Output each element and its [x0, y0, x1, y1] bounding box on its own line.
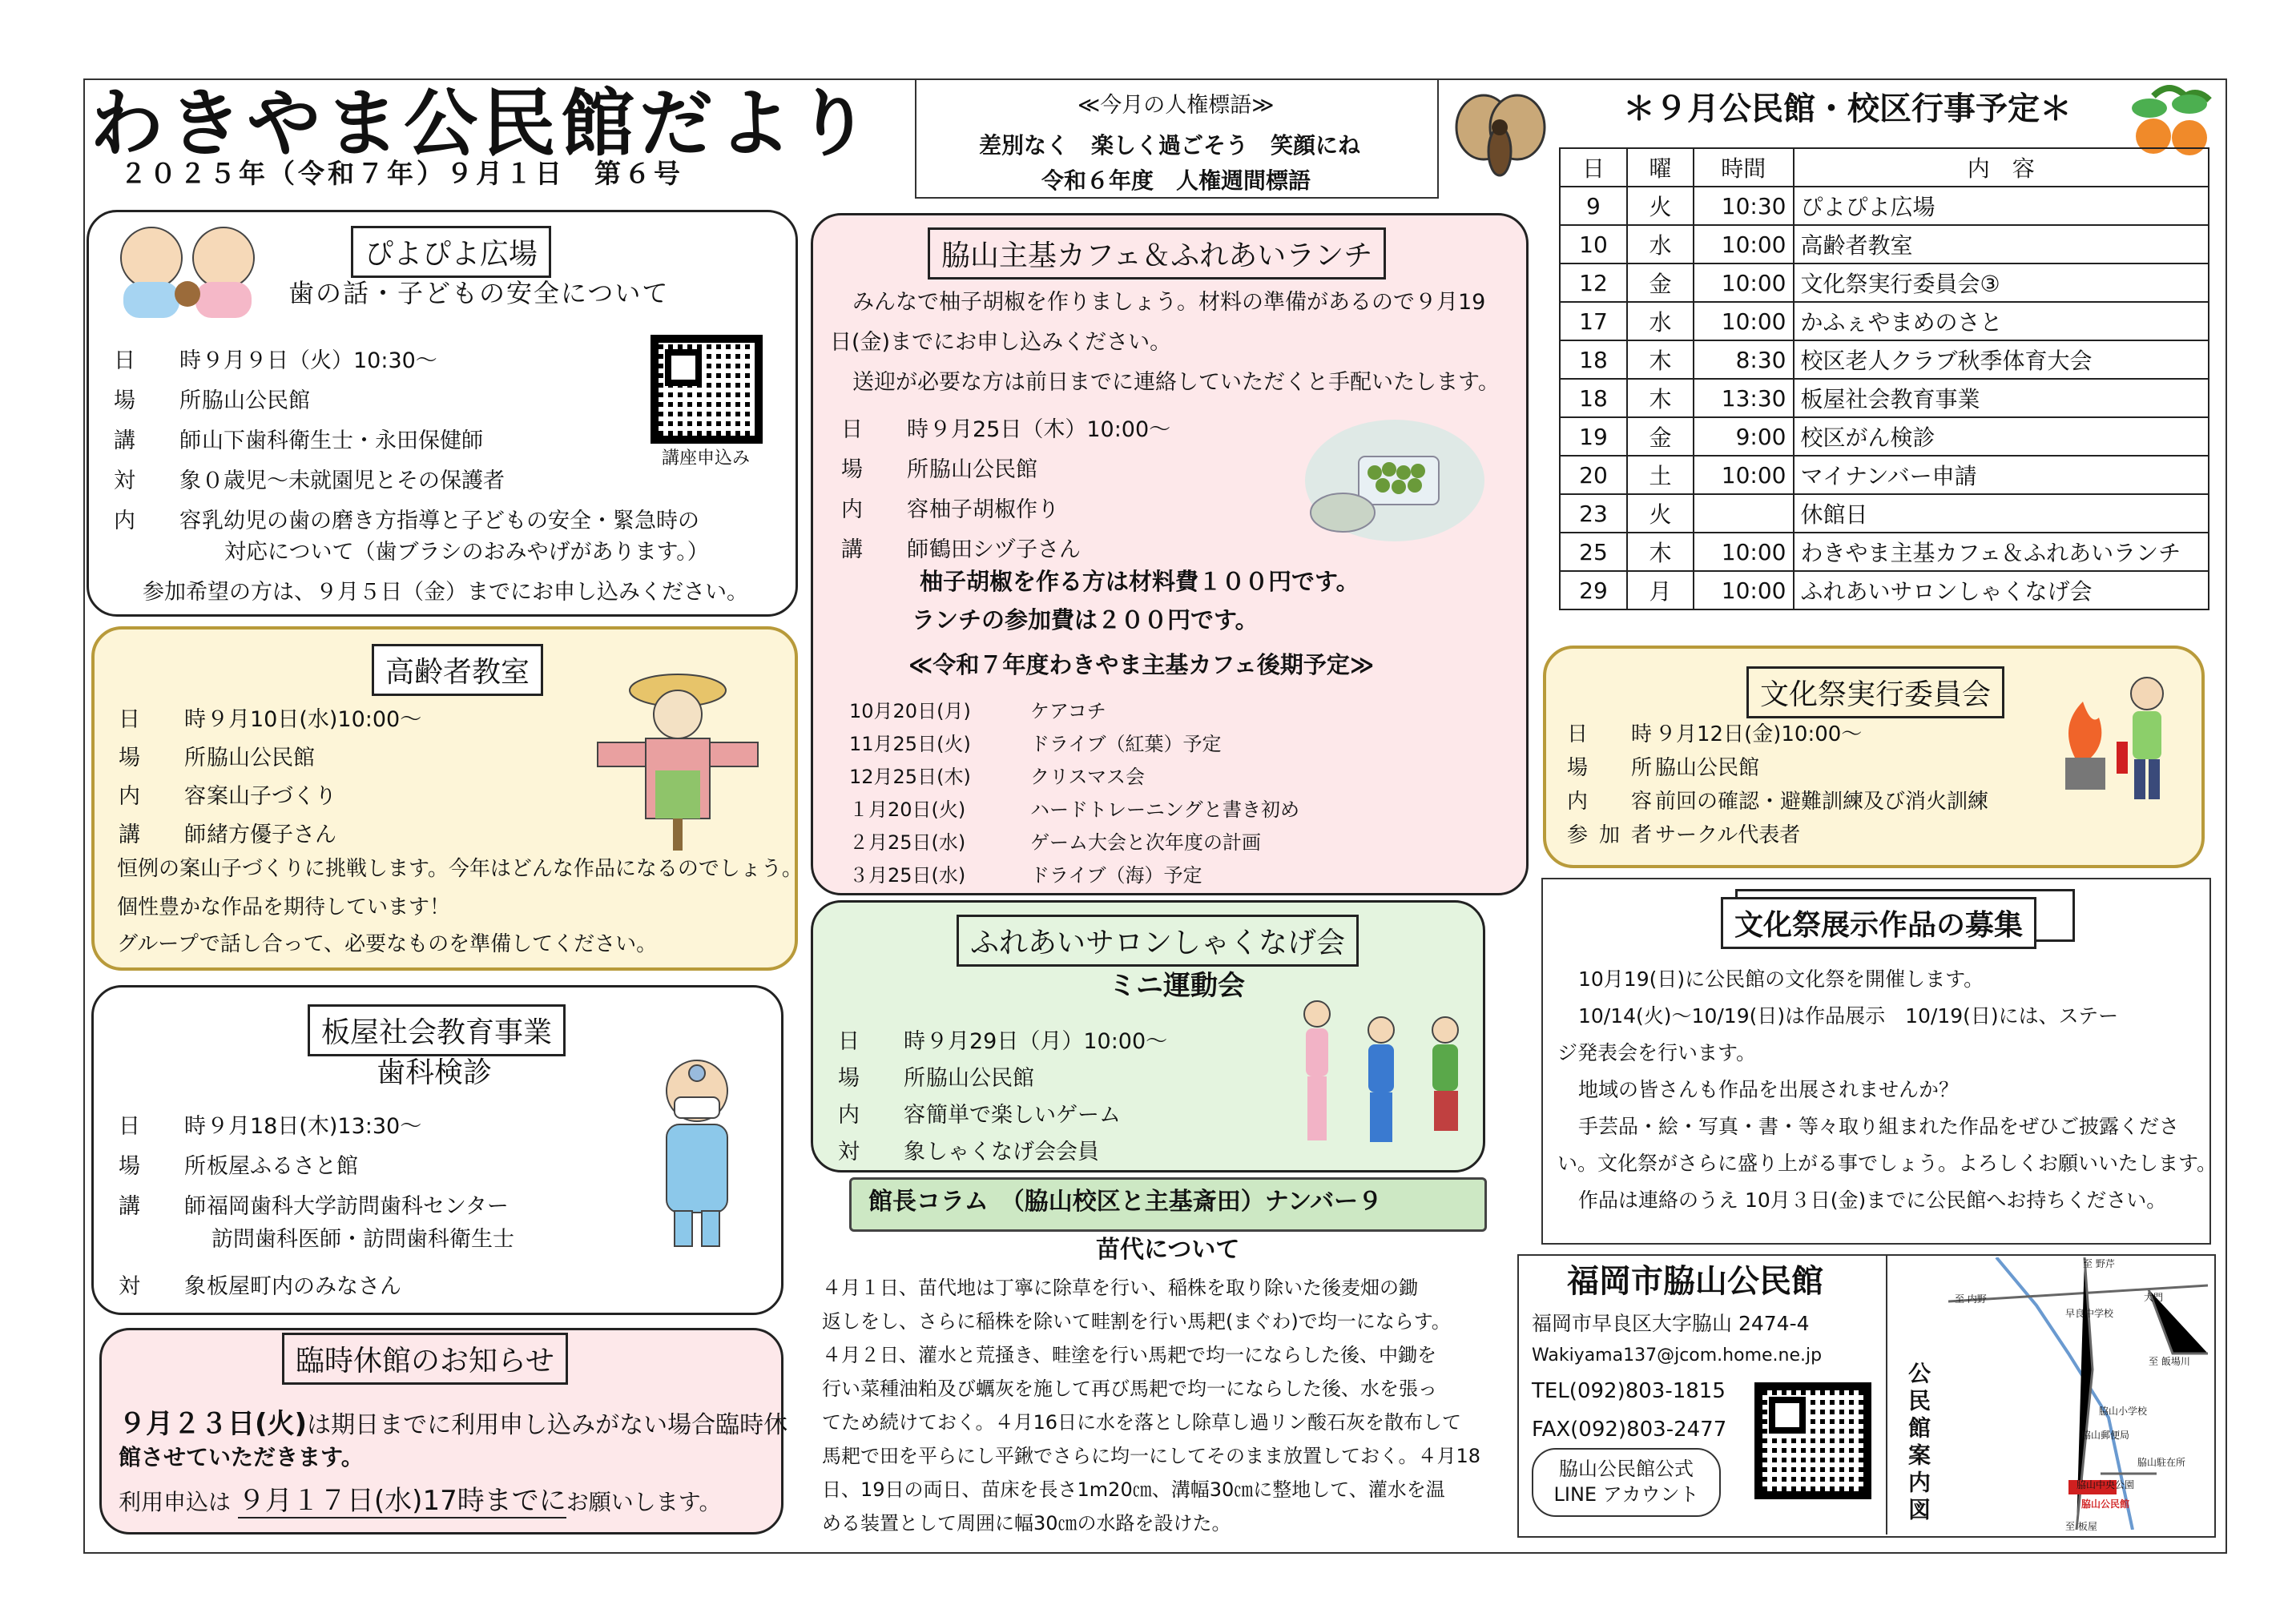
itaya-row-value: 板屋ふるさと館	[207, 1154, 358, 1179]
exhibit-line: 10月19(日)に公民館の文化祭を開催します。	[1578, 967, 1984, 991]
events-cell: 9:00	[1694, 417, 1794, 456]
piyo-row-value: 山下歯科衛生士・永田保健師	[202, 428, 483, 453]
column-line: 返しをし、さらに稲株を除いて畦割を行い馬耙(まぐわ)で均一にならす。	[822, 1310, 1451, 1333]
festival-committee-row	[1567, 718, 1862, 747]
events-cell: 19	[1560, 417, 1627, 456]
senior-text-2: 個性豊かな作品を期待しています！	[117, 895, 451, 919]
cafe-schedule-item	[849, 728, 1222, 756]
events-cell: 文化祭実行委員会③	[1794, 263, 2209, 302]
piyo-row-value: 脇山公民館	[202, 388, 310, 413]
exhibit-line: 地域の皆さんも作品を出展されませんか？	[1578, 1078, 1960, 1101]
events-cell: 10:00	[1694, 225, 1794, 263]
itaya-row-label: 日 時	[119, 1114, 217, 1139]
issue-line: ２０２５年（令和７年）９月１日 第６号	[120, 158, 683, 189]
senior-row-value: ９月10日(水)10:00～	[207, 707, 422, 732]
cafe-schedule-date: 10月20日(月)	[849, 700, 971, 722]
map-label: 公民館案内図	[1905, 1362, 1931, 1525]
salon-title: ふれあいサロンしゃくなげ会	[957, 915, 1359, 967]
itaya-lecturer-cont: 訪問歯科医師・訪問歯科衛生士	[211, 1227, 514, 1252]
contact-fax: FAX(092)803-2477	[1532, 1418, 1727, 1442]
map-place-label: 至 内野	[1955, 1293, 1987, 1305]
events-cell: 休館日	[1794, 494, 2209, 533]
closure-line-1	[119, 1402, 787, 1441]
events-cell: 月	[1627, 571, 1694, 609]
piyo-row-label: 内 容	[114, 509, 212, 533]
events-cell: 金	[1627, 417, 1694, 456]
itaya-row	[119, 1189, 509, 1220]
salon-row-value: しゃくなげ会会員	[926, 1140, 1099, 1164]
piyo-row-value: ９月９日（火）10:30～	[202, 348, 437, 373]
events-cell: マイナンバー申請	[1794, 456, 2209, 494]
senior-row-value: 緒方優子さん	[207, 823, 336, 847]
senior-row-label: 講 師	[119, 823, 217, 847]
itaya-row-value: ９月18日(木)13:30～	[207, 1114, 422, 1139]
itaya-row-label: 場 所	[119, 1154, 217, 1179]
festival-committee-row	[1567, 751, 1759, 781]
piyo-row-label: 講 師	[114, 428, 212, 453]
itaya-row	[119, 1108, 421, 1140]
piyo-row	[114, 463, 505, 494]
exhibit-line: 手芸品・絵・写真・書・等々取り組まれた作品をぜひご披露くださ	[1578, 1115, 2180, 1138]
piyo-row	[114, 383, 310, 414]
cafe-schedule-date: ３月25日(水)	[849, 864, 966, 887]
cafe-schedule-event: ドライブ（紅葉）予定	[1030, 733, 1222, 755]
events-header-cell: 時間	[1694, 148, 1794, 187]
exhibit-line: ジ発表会を行います。	[1557, 1041, 1757, 1064]
itaya-row	[119, 1148, 358, 1180]
scarecrow-illustration	[590, 666, 766, 851]
events-cell: 20	[1560, 456, 1627, 494]
cafe-schedule-event: ケアコチ	[1030, 700, 1106, 722]
events-cell: 火	[1627, 494, 1694, 533]
cafe-schedule-event: クリスマス会	[1030, 766, 1146, 788]
cafe-row-label: 内 容	[841, 497, 940, 522]
events-cell: ぴよぴよ広場	[1794, 187, 2209, 225]
festival-committee-row-label: 内 容	[1567, 790, 1664, 814]
piyo-qr-caption: 講座申込み	[662, 448, 751, 469]
cafe-schedule-date: 12月25日(木)	[849, 766, 971, 788]
cafe-row	[841, 492, 1059, 523]
itaya-target-value: 板屋町内のみなさん	[207, 1274, 401, 1299]
events-cell: ふれあいサロンしゃくなげ会	[1794, 571, 2209, 609]
cafe-schedule-date: １月20日(火)	[849, 798, 966, 821]
slogan-source: 令和６年度 人権週間標語	[1041, 167, 1311, 194]
salon-row-label: 場 所	[838, 1066, 937, 1091]
contact-tel: TEL(092)803-1815	[1532, 1379, 1726, 1403]
events-header-row	[1560, 148, 2209, 187]
cafe-schedule-event: ドライブ（海）予定	[1030, 864, 1202, 887]
closure-apply-label: 利用申込は	[119, 1489, 232, 1515]
closure-deadline: ９月１７日(水)17時までに	[237, 1485, 566, 1517]
map-place-label: 早良中学校	[2065, 1308, 2114, 1319]
senior-row-label: 内 容	[119, 784, 217, 809]
cafe-row-label: 日 時	[841, 417, 940, 442]
piyo-title: ぴよぴよ広場	[351, 226, 551, 278]
events-row	[1560, 340, 2209, 379]
cafe-schedule-item	[849, 761, 1145, 789]
contact-address: 福岡市早良区大字脇山 2474-4	[1532, 1312, 1810, 1335]
events-cell: 25	[1560, 533, 1627, 571]
map-divider	[1886, 1254, 1887, 1535]
senior-title: 高齢者教室	[372, 644, 543, 696]
exhibit-line: 10/14(火)～10/19(日)は作品展示 10/19(日)には、ステー	[1578, 1004, 2119, 1028]
piyo-row-value: ０歳児～未就園児とその保護者	[202, 469, 505, 493]
map-place-label: 脇山小学校	[2099, 1406, 2148, 1417]
senior-row	[119, 778, 336, 810]
piyo-row-label: 日 時	[114, 348, 212, 373]
column-line: ４月１日、苗代地は丁寧に除草を行い、稲株を取り除いた後麦畑の鋤	[822, 1277, 1418, 1299]
slogan-text: 差別なく 楽しく過ごそう 笑顔にね	[979, 132, 1361, 159]
piyo-subtitle: 歯の話・子どもの安全について	[288, 278, 670, 308]
cafe-schedule-event: ゲーム大会と次年度の計画	[1030, 831, 1261, 854]
events-cell: 18	[1560, 340, 1627, 379]
events-table	[1559, 147, 2209, 610]
senior-text-3: グループで話し合って、必要なものを準備してください。	[117, 932, 658, 956]
events-header-cell: 内 容	[1794, 148, 2209, 187]
events-cell: 8:30	[1694, 340, 1794, 379]
itaya-subtitle: 歯科検診	[377, 1056, 493, 1089]
cafe-fee-1: 柚子胡椒を作る方は材料費１００円です。	[920, 568, 1359, 595]
festival-committee-row	[1567, 785, 1988, 815]
slogan-heading: ≪今月の人権標語≫	[1078, 93, 1275, 118]
events-cell: 10	[1560, 225, 1627, 263]
piyo-row	[114, 423, 483, 454]
contact-email: Wakiyama137@jcom.home.ne.jp	[1532, 1345, 1823, 1366]
itaya-row-value: 福岡歯科大学訪問歯科センター	[207, 1194, 509, 1219]
cafe-row-value: 柚子胡椒作り	[929, 497, 1059, 522]
events-cell: 金	[1627, 263, 1694, 302]
map-place-label: 至 野芹	[2083, 1258, 2115, 1269]
dentist-illustration	[633, 1051, 761, 1251]
piyo-row	[114, 343, 437, 374]
cafe-schedule-item	[849, 695, 1106, 723]
events-cell: 10:00	[1694, 571, 1794, 609]
events-header-cell: 日	[1560, 148, 1627, 187]
piyo-row	[114, 503, 699, 534]
cafe-row-value: 脇山公民館	[929, 457, 1037, 482]
column-subtitle: 苗代について	[1096, 1236, 1240, 1264]
events-row	[1560, 263, 2209, 302]
map-place-label: 脇山公民館	[2081, 1498, 2130, 1510]
events-cell: 9	[1560, 187, 1627, 225]
events-title: ＊９月公民館・校区行事予定＊	[1623, 91, 2072, 127]
cafe-p1b: 日(金)までにお申し込みください。	[830, 330, 1172, 355]
salon-row	[838, 1097, 1121, 1128]
events-cell: 木	[1627, 533, 1694, 571]
contact-name: 福岡市脇山公民館	[1567, 1263, 1823, 1300]
festival-committee-row-label: 参加者	[1567, 823, 1664, 847]
babies-illustration	[107, 218, 268, 322]
closure-date: ９月２３日(火)	[119, 1408, 308, 1440]
festival-committee-row-value: ９月12日(金)10:00～	[1655, 722, 1863, 746]
exercise-illustration	[1285, 998, 1477, 1150]
cafe-title: 脇山主基カフェ＆ふれあいランチ	[928, 227, 1386, 280]
piyo-row-label: 対 象	[114, 469, 212, 493]
cafe-row	[841, 412, 1170, 443]
events-cell: かふぇやまめのさと	[1794, 302, 2209, 340]
itaya-title: 板屋社会教育事業	[308, 1004, 566, 1056]
cafe-schedule-item	[849, 794, 1299, 822]
piyo-row-label: 場 所	[114, 388, 212, 413]
senior-row-label: 日 時	[119, 707, 217, 732]
exhibit-line: 作品は連絡のうえ 10月３日(金)までに公民館へお持ちください。	[1578, 1189, 2167, 1212]
newsletter-title: わきやま公民館だより	[90, 80, 876, 167]
cafe-schedule-date: ２月25日(水)	[849, 831, 966, 854]
piyo-qr-code	[651, 335, 763, 444]
line-qr-code[interactable]	[1754, 1382, 1871, 1499]
events-row	[1560, 187, 2209, 225]
closure-line-3	[119, 1478, 721, 1518]
closure-title: 臨時休館のお知らせ	[282, 1333, 568, 1385]
cafe-row	[841, 532, 1081, 563]
events-cell: 29	[1560, 571, 1627, 609]
senior-row-value: 脇山公民館	[207, 746, 315, 770]
cafe-row-label: 場 所	[841, 457, 940, 482]
events-cell: 土	[1627, 456, 1694, 494]
events-cell: 水	[1627, 225, 1694, 263]
line-account-bubble[interactable]	[1532, 1448, 1721, 1517]
events-cell: 10:00	[1694, 533, 1794, 571]
events-row	[1560, 571, 2209, 609]
cafe-schedule-event: ハードトレーニングと書き初め	[1030, 798, 1299, 821]
closure-line-2: 館させていただきます。	[119, 1444, 364, 1470]
cafe-schedule-item	[849, 827, 1261, 855]
festival-committee-row-label: 場 所	[1567, 756, 1664, 780]
events-row	[1560, 494, 2209, 533]
events-cell: 水	[1627, 302, 1694, 340]
cafe-row-value: 鶴田シヅ子さん	[929, 537, 1081, 562]
events-row	[1560, 456, 2209, 494]
events-cell: 板屋社会教育事業	[1794, 379, 2209, 417]
cafe-schedule-date: 11月25日(火)	[849, 733, 971, 755]
column-line: める装置として周囲に幅30㎝の水路を設けた。	[822, 1512, 1231, 1535]
salon-row-value: ９月29日（月）10:00～	[926, 1029, 1168, 1054]
events-cell: 火	[1627, 187, 1694, 225]
events-cell: 10:00	[1694, 302, 1794, 340]
column-line: 行い菜種油粕及び蠣灰を施して再び馬耙で均一にならした後、水を張っ	[822, 1378, 1437, 1400]
events-cell: 10:00	[1694, 456, 1794, 494]
cafe-p1: みんなで柚子胡椒を作りましょう。材料の準備があるので９月19	[852, 290, 1486, 315]
events-cell: 校区老人クラブ秋季体育大会	[1794, 340, 2209, 379]
cafe-row	[841, 452, 1037, 483]
salon-row-value: 脇山公民館	[926, 1066, 1034, 1091]
senior-row-label: 場 所	[119, 746, 217, 770]
salon-row-label: 内 容	[838, 1103, 937, 1128]
events-cell: 10:00	[1694, 263, 1794, 302]
cafe-row-label: 講 師	[841, 537, 940, 562]
events-header-cell: 曜	[1627, 148, 1694, 187]
piyo-content-cont: 対応について（歯ブラシのおみやげがあります。）	[224, 540, 709, 565]
senior-row	[119, 702, 421, 733]
events-cell: 23	[1560, 494, 1627, 533]
events-cell: 18	[1560, 379, 1627, 417]
cafe-p2: 送迎が必要な方は前日までに連絡していただくと手配いたします。	[852, 370, 1500, 395]
events-row	[1560, 417, 2209, 456]
fire-drill-illustration	[2043, 670, 2187, 806]
events-row	[1560, 379, 2209, 417]
itaya-row-label: 講 師	[119, 1194, 217, 1219]
closure-text-1: は期日までに利用申し込みがない場合臨時休	[307, 1411, 788, 1439]
column-line: 日、19日の両日、苗床を長さ1m20㎝、溝幅30㎝に整地して、灌水を温	[822, 1478, 1445, 1501]
salon-row-value: 簡単で楽しいゲーム	[926, 1103, 1121, 1128]
events-row	[1560, 225, 2209, 263]
column-title: 館長コラム （脇山校区と主基斎田）ナンバー９	[868, 1188, 1383, 1216]
cafe-fee-2: ランチの参加費は２００円です。	[912, 606, 1259, 634]
events-row	[1560, 533, 2209, 571]
festival-committee-row-value: サークル代表者	[1655, 823, 1801, 847]
column-line: ４月２日、灌水と荒掻き、畦塗を行い馬耙で均一にならした後、中鋤を	[822, 1344, 1437, 1366]
senior-row	[119, 817, 336, 848]
events-cell: 10:30	[1694, 187, 1794, 225]
cafe-schedule-title: ≪令和７年度わきやま主基カフェ後期予定≫	[908, 651, 1375, 678]
line-account-label: 脇山公民館公式 LINE アカウント	[1553, 1458, 1699, 1506]
festival-committee-row-value: 前回の確認・避難訓練及び消火訓練	[1655, 790, 1989, 814]
salon-row	[838, 1024, 1167, 1055]
events-cell: 校区がん検診	[1794, 417, 2209, 456]
events-cell: 高齢者教室	[1794, 225, 2209, 263]
events-cell: わきやま主基カフェ＆ふれあいランチ	[1794, 533, 2209, 571]
cafe-row-value: ９月25日（木）10:00～	[929, 417, 1171, 442]
festival-committee-row-label: 日 時	[1567, 722, 1664, 746]
yuzu-photo	[1303, 416, 1487, 545]
piyo-note: 参加希望の方は、９月５日（金）までにお申し込みください。	[143, 580, 748, 605]
map-place-label: 至 飯場川	[2149, 1356, 2190, 1367]
events-cell	[1694, 494, 1794, 533]
festival-committee-row	[1567, 819, 1800, 848]
itaya-target-row	[119, 1269, 401, 1300]
salon-subtitle: ミニ運動会	[1109, 970, 1245, 1002]
cafe-schedule-item	[849, 859, 1202, 887]
events-cell: 木	[1627, 379, 1694, 417]
salon-row	[838, 1134, 1099, 1165]
map-place-label: 脇山中央公園	[2076, 1479, 2135, 1490]
festival-committee-row-value: 脇山公民館	[1655, 756, 1760, 780]
salon-row-label: 対 象	[838, 1140, 937, 1164]
map-place-label: 脇山駐在所	[2137, 1457, 2186, 1468]
senior-row	[119, 740, 315, 771]
festival-committee-title: 文化祭実行委員会	[1746, 666, 2004, 718]
events-row	[1560, 302, 2209, 340]
salon-row	[838, 1060, 1034, 1092]
events-cell: 13:30	[1694, 379, 1794, 417]
exhibit-title: 文化祭展示作品の募集	[1721, 897, 2036, 949]
insect-illustration	[1444, 83, 1556, 187]
closure-apply-tail: お願いします。	[566, 1489, 722, 1515]
events-cell: 木	[1627, 340, 1694, 379]
events-cell: 17	[1560, 302, 1627, 340]
itaya-target-label: 対 象	[119, 1274, 217, 1299]
column-line: 馬耙で田を平らにし平鍬でさらに均一にしてそのまま放置しておく。４月18	[822, 1445, 1481, 1467]
senior-text-1: 恒例の案山子づくりに挑戦します。今年はどんな作品になるのでしょう。	[117, 857, 803, 881]
senior-row-value: 案山子づくり	[207, 784, 336, 809]
column-line: てため続けておく。４月16日に水を落とし除草し過リン酸石灰を散布して	[822, 1411, 1462, 1434]
events-cell: 12	[1560, 263, 1627, 302]
exhibit-line: い。文化祭がさらに盛り上がる事でしょう。よろしくお願いいたします。	[1557, 1152, 2217, 1175]
map-place-label: 至 板屋	[2065, 1521, 2097, 1532]
map-place-label: 大門	[2144, 1292, 2164, 1303]
salon-row-label: 日 時	[838, 1029, 937, 1054]
map-place-label: 脇山郵便局	[2081, 1430, 2130, 1441]
piyo-row-value: 乳幼児の歯の磨き方指導と子どもの安全・緊急時の	[202, 509, 699, 533]
